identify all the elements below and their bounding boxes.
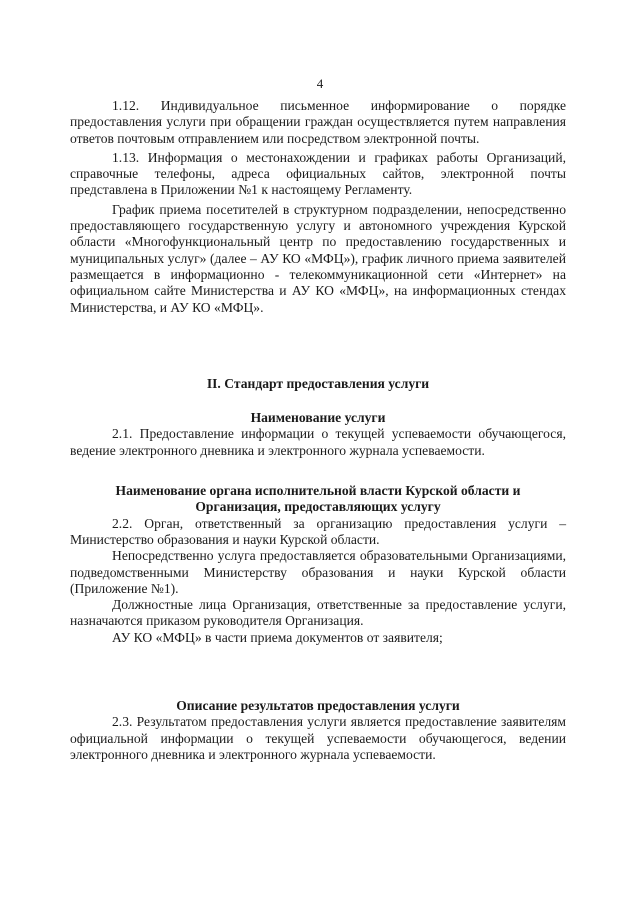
paragraph-1-12: 1.12. Индивидуальное письменное информирование о порядке предоставления услуги при обращении граждан осуществляется путем направления ответов почтовым отправлением или посредством электронной почты. <box>70 98 566 146</box>
authority-heading-line1: Наименование органа исполнительной власти Курской области и <box>115 483 521 499</box>
document-body <box>70 98 566 763</box>
service-name-heading: Наименование услуги <box>250 410 386 426</box>
paragraph-2-2: 2.2. Орган, ответственный за организацию предоставления услуги – Министерство образования и науки Курской области. <box>70 515 566 547</box>
page-number: 4 <box>316 76 324 91</box>
authority-heading-line2: Организация, предоставляющих услугу <box>195 499 441 515</box>
section-title: II. Стандарт предоставления услуги <box>206 375 430 391</box>
paragraph-2-3: 2.3. Результатом предоставления услуги является предоставление заявителям официальной информации о текущей успеваемости обучающегося, ведении электронного дневника и электронного журнала успеваемости. <box>70 714 566 762</box>
paragraph-officials: Должностные лица Организация, ответственные за предоставление услуги, назначаются приказом руководителя Организация. <box>70 597 566 629</box>
results-heading: Описание результатов предоставления услуги <box>176 698 460 714</box>
paragraph-mfc: АУ КО «МФЦ» в части приема документов от заявителя; <box>112 629 443 645</box>
paragraph-1-13: 1.13. Информация о местонахождении и графиках работы Организаций, справочные телефоны, адреса официальных сайтов, электронной почты представлена в Приложении №1 к настоящему Регламенту. <box>70 149 566 198</box>
paragraph-2-1: 2.1. Предоставление информации о текущей успеваемости обучающегося, ведение электронного дневника и электронного журнала успеваемости. <box>70 426 566 458</box>
paragraph-direct-provision: Непосредственно услуга предоставляется образовательными Организациями, подведомственными Министерству образования и науки Курской области (Приложение №1). <box>70 548 566 596</box>
document-page <box>70 78 566 763</box>
paragraph-schedule: График приема посетителей в структурном подразделении, непосредственно предоставляющего государственную услугу и автономного учреждения Курской области «Многофункциональный центр по предоставлению государственных и муниципальных услуг» (далее – АУ КО «МФЦ»), график личного приема заявителей размещается в информационно - телекоммуникационной сети «Интернет» на официальном сайте Министерства и АУ КО «МФЦ», на информационных стендах Министерства, и АУ КО «МФЦ». <box>70 201 566 315</box>
